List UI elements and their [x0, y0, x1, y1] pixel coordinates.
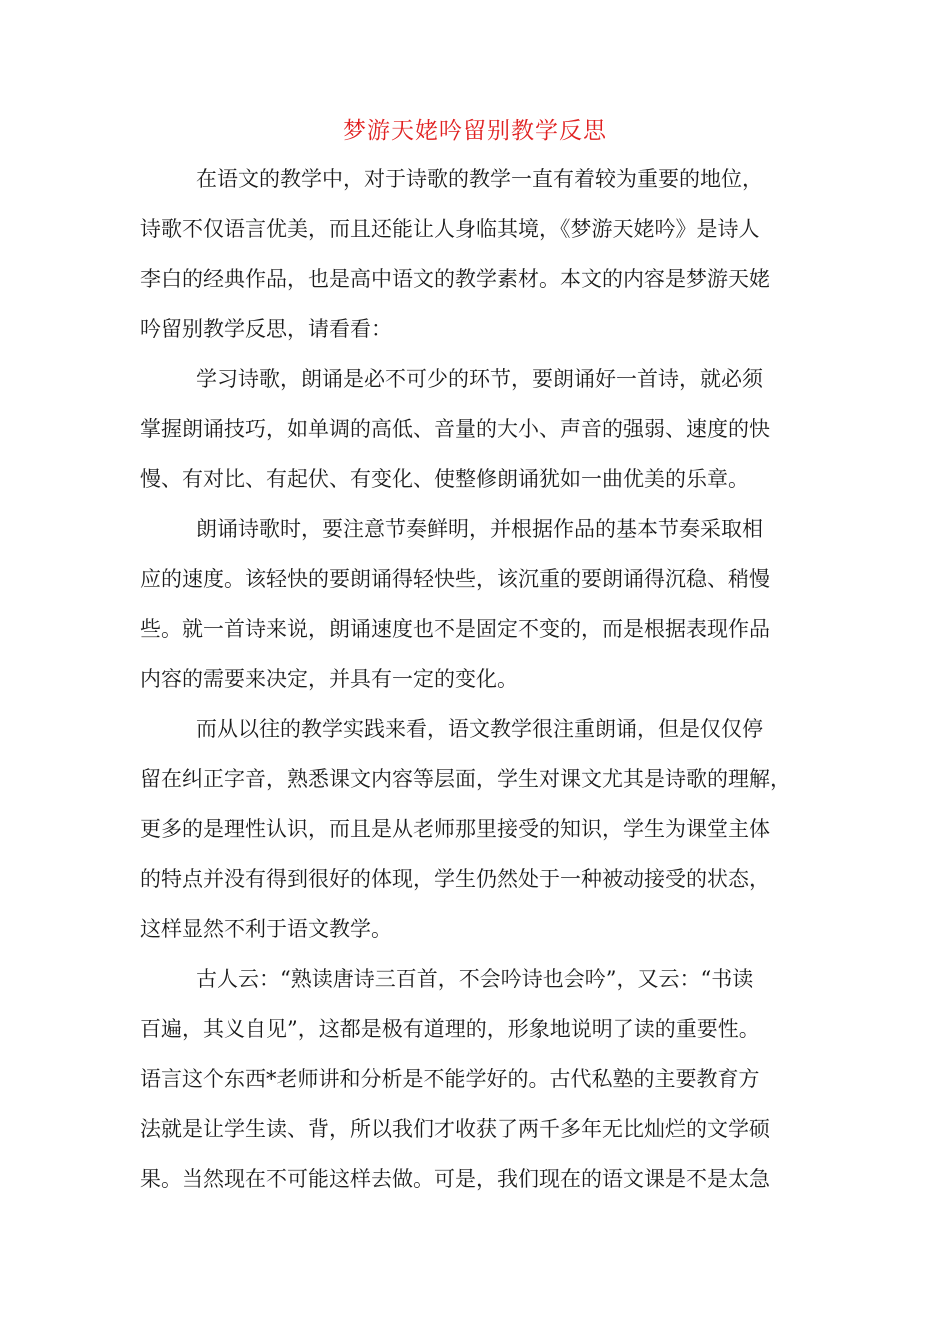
document-title: 梦游天姥吟留别教学反思 — [343, 118, 607, 144]
text-line: 更多的是理性认识，而且是从老师那里接受的知识，学生为课堂主体 — [140, 817, 770, 841]
text-line: 留在纠正字音，熟悉课文内容等层面，学生对课文尤其是诗歌的理解， — [140, 767, 791, 791]
text-line: 些。就一首诗来说，朗诵速度也不是固定不变的，而是根据表现作品 — [140, 617, 770, 641]
text-line: 的特点并没有得到很好的体现，学生仍然处于一种被动接受的状态， — [140, 867, 770, 891]
document-body — [140, 154, 840, 1204]
text-line: 果。当然现在不可能这样去做。可是，我们现在的语文课是不是太急 — [140, 1167, 770, 1191]
text-line: 在语文的教学中，对于诗歌的教学一直有着较为重要的地位， — [196, 167, 763, 191]
text-line: 吟留别教学反思，请看看： — [140, 317, 392, 341]
paragraph-recitation-skills — [140, 354, 840, 504]
text-line: 朗诵诗歌时，要注意节奏鲜明，并根据作品的基本节奏采取相 — [196, 517, 763, 541]
text-line: 李白的经典作品，也是高中语文的教学素材。本文的内容是梦游天姥 — [140, 267, 770, 291]
text-line: 古人云：“熟读唐诗三百首，不会吟诗也会吟”，又云：“书读 — [196, 967, 754, 991]
text-line: 法就是让学生读、背，所以我们才收获了两千多年无比灿烂的文学硕 — [140, 1117, 770, 1141]
text-line: 慢、有对比、有起伏、有变化、使整修朗诵犹如一曲优美的乐章。 — [140, 467, 749, 491]
text-line: 内容的需要来决定，并具有一定的变化。 — [140, 667, 518, 691]
paragraph-ancient-sayings — [140, 954, 840, 1204]
text-line: 这样显然不利于语文教学。 — [140, 917, 392, 941]
text-line: 应的速度。该轻快的要朗诵得轻快些，该沉重的要朗诵得沉稳、稍慢 — [140, 567, 770, 591]
text-line: 诗歌不仅语言优美，而且还能让人身临其境，《梦游天姥吟》是诗人 — [140, 217, 760, 241]
paragraph-teaching-practice — [140, 704, 840, 954]
text-line: 学习诗歌，朗诵是必不可少的环节，要朗诵好一首诗，就必须 — [196, 367, 763, 391]
text-line: 而从以往的教学实践来看，语文教学很注重朗诵，但是仅仅停 — [196, 717, 763, 741]
paragraph-intro — [140, 154, 840, 354]
text-line: 百遍，其义自见”，这都是极有道理的，形象地说明了读的重要性。 — [140, 1017, 760, 1041]
paragraph-rhythm — [140, 504, 840, 704]
text-line: 掌握朗诵技巧，如单调的高低、音量的大小、声音的强弱、速度的快 — [140, 417, 770, 441]
text-line: 语言这个东西*老师讲和分析是不能学好的。古代私塾的主要教育方 — [140, 1067, 760, 1091]
